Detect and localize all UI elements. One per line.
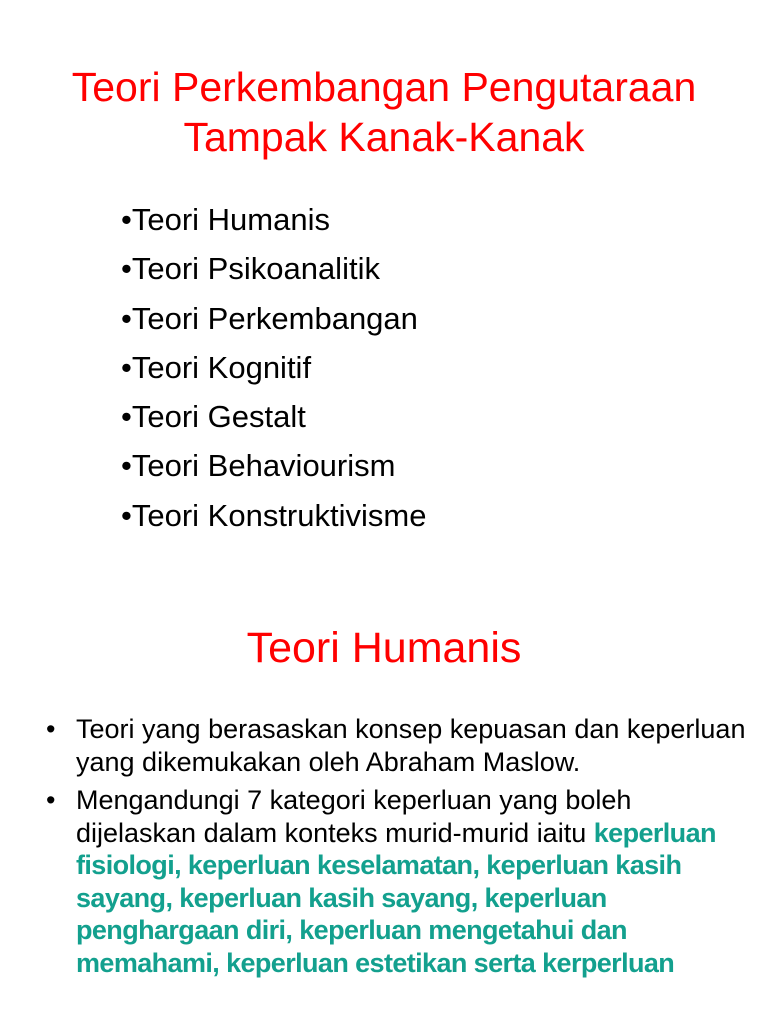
topic-item: •Teori Behaviourism — [121, 448, 396, 484]
slide-1-title-line-1: Teori Perkembangan Pengutaraan — [71, 64, 697, 110]
slide-2 — [0, 580, 768, 1024]
topic-list — [121, 195, 426, 540]
body-point-1-text: Teori yang berasaskan konsep kepuasan dan keperluan yang dikemukakan oleh Abraham Maslow. — [76, 714, 746, 777]
body-point-2 — [46, 784, 746, 979]
topic-item: •Teori Gestalt — [121, 399, 306, 435]
body-point-2-emphasis: keperluan fisiologi, keperluan keselamatan, keperluan kasih sayang, keperluan kasih sayang, keperluan penghargaan diri, keperluan mengetahui dan memahami, keperluan estetikan serta kerperluan — [76, 817, 716, 978]
body-point-1 — [46, 713, 746, 778]
topic-item: •Teori Psikoanalitik — [121, 251, 380, 287]
bullet-point: • — [46, 714, 56, 744]
slide-1-title — [0, 62, 768, 162]
topic-item: •Teori Perkembangan — [121, 300, 418, 336]
body-point-2-intro: Mengandungi 7 kategori keperluan yang boleh dijelaskan dalam konteks murid-murid iaitu — [76, 785, 632, 848]
topic-item: •Teori Konstruktivisme — [121, 497, 427, 533]
body-list — [46, 713, 746, 985]
topic-item: •Teori Kognitif — [121, 349, 312, 385]
bullet-point: • — [46, 785, 56, 815]
topic-item: •Teori Humanis — [121, 202, 330, 237]
slide-1-title-line-2: Tampak Kanak-Kanak — [183, 114, 585, 160]
slide-2-title: Teori Humanis — [246, 624, 522, 672]
